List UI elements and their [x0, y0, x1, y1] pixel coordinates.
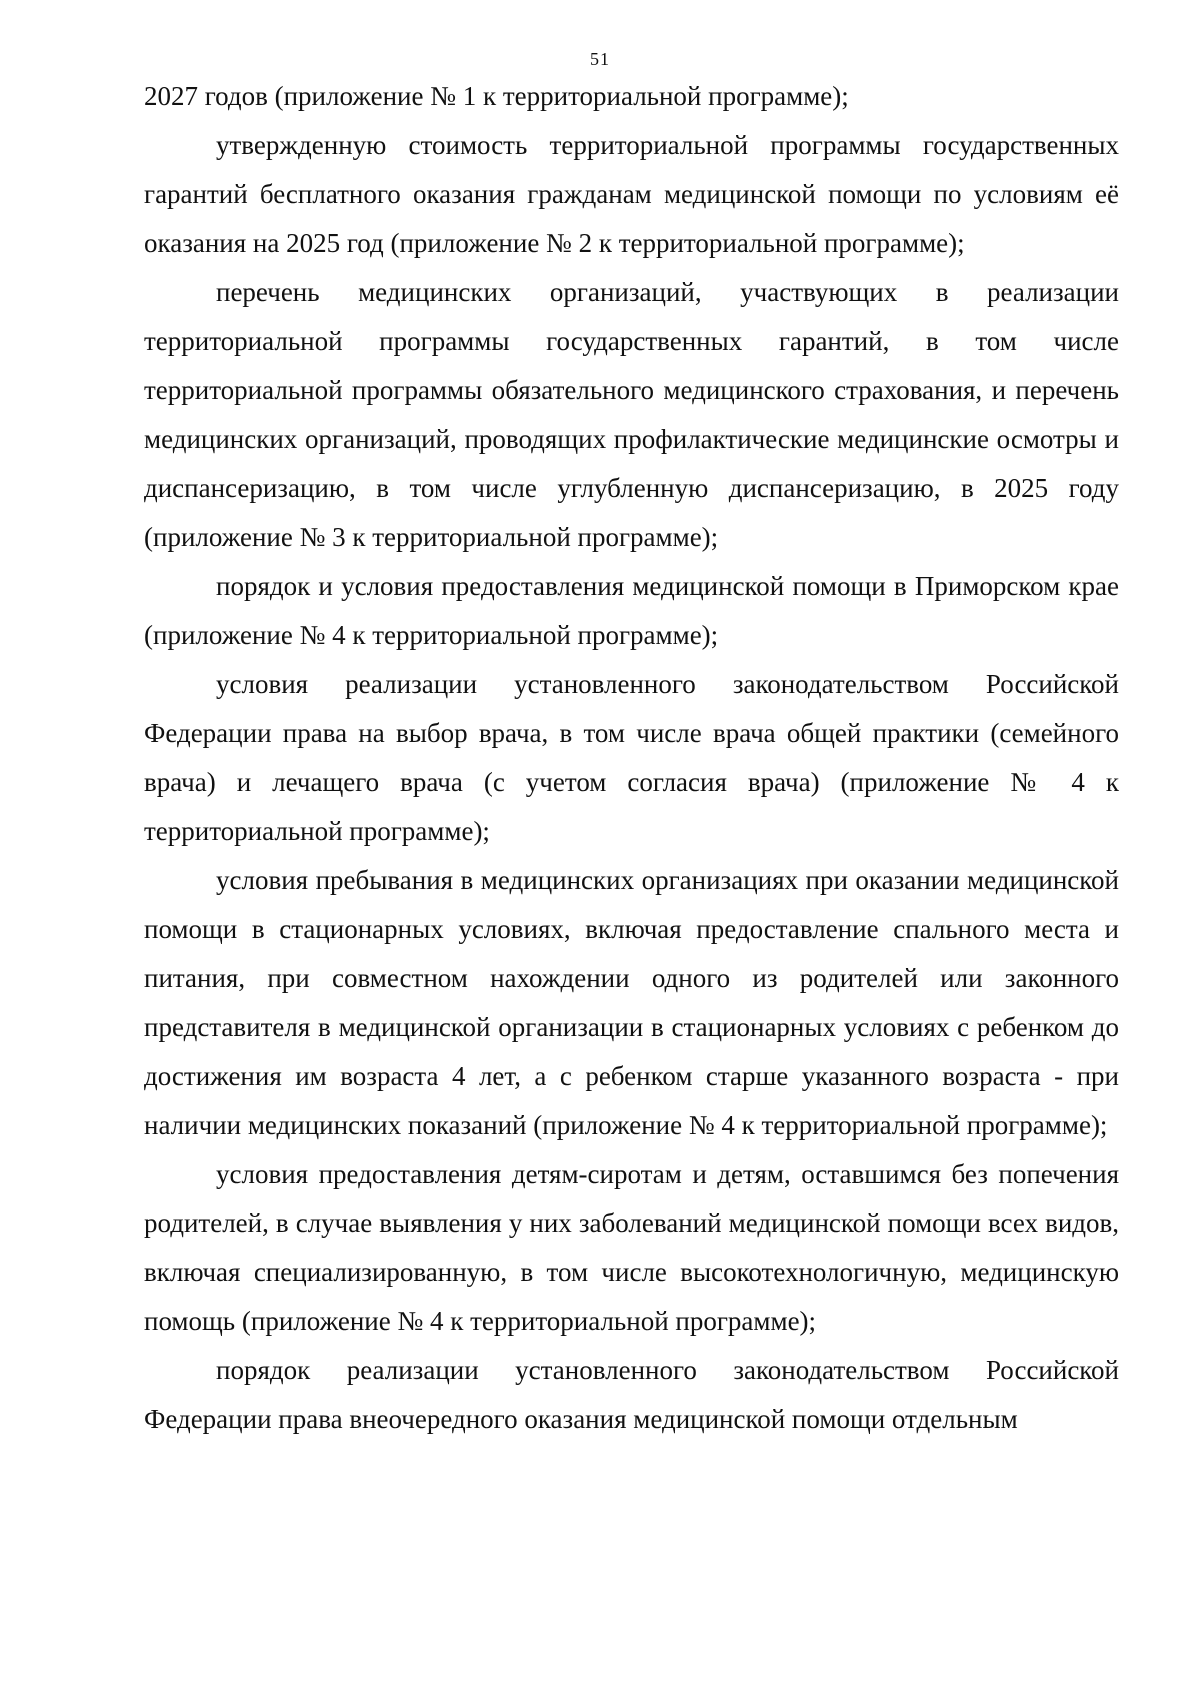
paragraph-organizations-list: перечень медицинских организаций, участвующих в реализации территориальной программы государственных гарантий, в том числе территориальной программы обязательного медицинского страхования, и перечень медицинских организаций, проводящих профилактические медицинские осмотры и диспансеризацию, в том числе углубленную диспансеризацию, в 2025 году (приложение № 3 к территориальной программе);	[144, 277, 1119, 552]
paragraph-doctor-choice: условия реализации установленного законодательством Российской Федерации права на выбор врача, в том числе врача общей практики (семейного врача) и лечащего врача (с учетом согласия врача) (приложение № 4 к территориальной программе);	[144, 669, 1119, 846]
paragraph-orphans-care: условия предоставления детям-сиротам и детям, оставшимся без попечения родителей, в случае выявления у них заболеваний медицинской помощи всех видов, включая специализированную, в том числе высокотехнологичную, медицинскую помощь (приложение № 4 к территориальной программе);	[144, 1159, 1119, 1336]
paragraph-approved-cost: утвержденную стоимость территориальной программы государственных гарантий бесплатного оказания гражданам медицинской помощи по условиям её оказания на 2025 год (приложение № 2 к территориальной программе);	[144, 130, 1119, 258]
document-body	[144, 72, 1119, 1444]
paragraph-stay-conditions: условия пребывания в медицинских организациях при оказании медицинской помощи в стационарных условиях, включая предоставление спального места и питания, при совместном нахождении одного из родителей или законного представителя в медицинской организации в стационарных условиях с ребенком до достижения им возраста 4 лет, а с ребенком старше указанного возраста - при наличии медицинских показаний (приложение № 4 к территориальной программе);	[144, 865, 1119, 1140]
paragraph-priority-care: порядок реализации установленного законодательством Российской Федерации права внеочередного оказания медицинской помощи отдельным	[144, 1355, 1119, 1434]
paragraph-continuation: 2027 годов (приложение № 1 к территориальной программе);	[144, 81, 849, 111]
paragraph-procedure-conditions: порядок и условия предоставления медицинской помощи в Приморском крае (приложение № 4 к территориальной программе);	[144, 571, 1119, 650]
page-number: 51	[590, 49, 610, 69]
